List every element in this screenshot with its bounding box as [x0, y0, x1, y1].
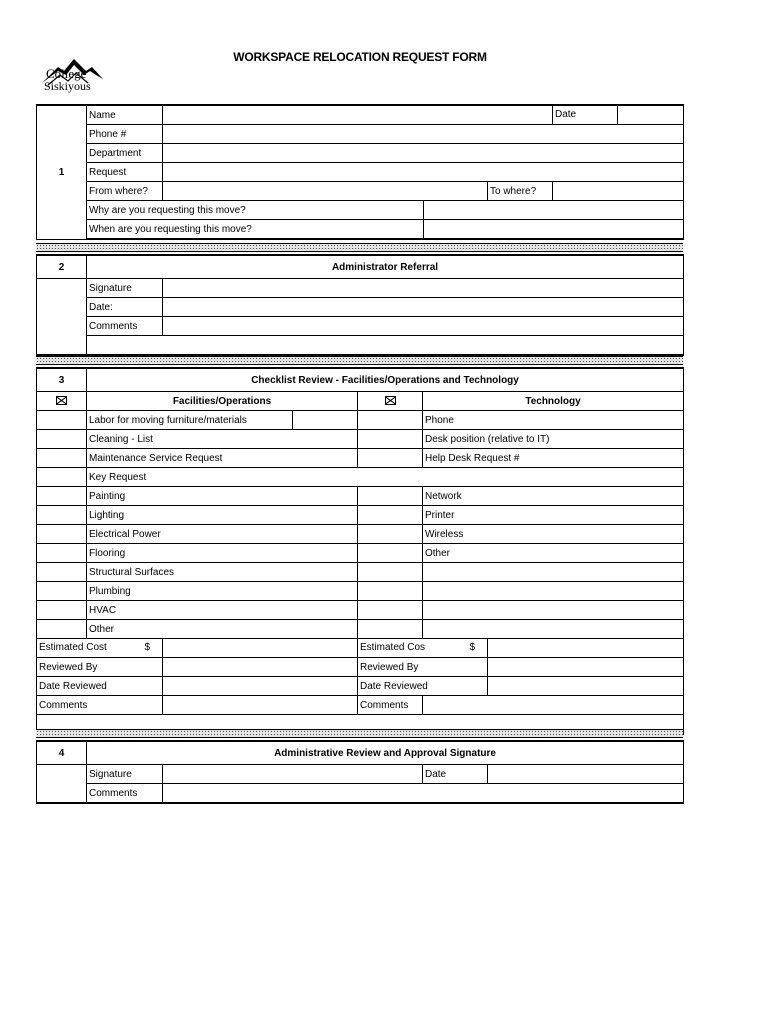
section-separator [36, 356, 683, 365]
facilities-item-label: Key Request [87, 468, 684, 487]
technology-checkbox[interactable] [358, 506, 423, 525]
reviewed-by-technology-field[interactable] [488, 658, 684, 677]
comments-field[interactable] [163, 317, 684, 336]
form-title: WORKSPACE RELOCATION REQUEST FORM [233, 50, 487, 64]
facilities-item-detail-field[interactable] [293, 411, 358, 430]
comments-field[interactable] [163, 784, 684, 804]
to-where-field[interactable] [553, 182, 684, 201]
dollar-sign: $ [469, 642, 475, 653]
date-reviewed-facilities-field[interactable] [163, 677, 358, 696]
approval-date-field[interactable] [488, 765, 684, 784]
section-header: Checklist Review - Facilities/Operations and Technology [87, 368, 684, 392]
facilities-item-label: Structural Surfaces [87, 563, 358, 582]
facilities-checkbox[interactable] [37, 487, 87, 506]
request-field[interactable] [163, 163, 684, 182]
section-separator [36, 243, 683, 252]
comments-facilities-field[interactable] [163, 696, 358, 715]
logo-text-college: College [46, 66, 87, 81]
technology-item-label: Phone [423, 411, 684, 430]
section-number: 3 [37, 368, 87, 392]
comments-label: Comments [87, 784, 163, 804]
technology-item-label [423, 582, 684, 601]
signature-field[interactable] [163, 279, 684, 298]
technology-checkbox[interactable] [358, 411, 423, 430]
technology-checkbox[interactable] [358, 544, 423, 563]
estimated-cost-label: Estimated Cost [39, 642, 107, 653]
section-3-checklist-review [36, 367, 683, 735]
technology-checkbox[interactable] [358, 525, 423, 544]
comments-label: Comments [37, 696, 163, 715]
technology-item-label: Wireless [423, 525, 684, 544]
phone-label: Phone # [87, 125, 163, 144]
facilities-checkbox-header [37, 392, 87, 411]
facilities-checkbox[interactable] [37, 468, 87, 487]
technology-item-label [423, 620, 684, 639]
facilities-checkbox[interactable] [37, 544, 87, 563]
facilities-item-label: Lighting [87, 506, 358, 525]
technology-item-label [423, 601, 684, 620]
facilities-header: Facilities/Operations [87, 392, 358, 411]
facilities-checkbox[interactable] [37, 582, 87, 601]
section-number: 1 [37, 105, 87, 239]
technology-item-label: Desk position (relative to IT) [423, 430, 684, 449]
technology-header: Technology [423, 392, 684, 411]
comments-field-continued[interactable] [87, 336, 684, 356]
facilities-checkbox[interactable] [37, 411, 87, 430]
logo-text-siskiyous: Siskiyous [44, 79, 91, 93]
section-number: 2 [37, 255, 87, 279]
technology-checkbox[interactable] [358, 449, 423, 468]
why-field[interactable] [424, 201, 684, 220]
facilities-checkbox[interactable] [37, 430, 87, 449]
technology-checkbox-header [358, 392, 423, 411]
section-number: 4 [37, 741, 87, 765]
facilities-checkbox[interactable] [37, 601, 87, 620]
technology-item-label: Printer [423, 506, 684, 525]
facilities-item-label: Other [87, 620, 358, 639]
technology-checkbox[interactable] [358, 430, 423, 449]
facilities-checkbox[interactable] [37, 525, 87, 544]
name-field[interactable] [163, 105, 553, 125]
facilities-checkbox[interactable] [37, 620, 87, 639]
dollar-sign: $ [144, 642, 150, 653]
facilities-item-label: Flooring [87, 544, 358, 563]
facilities-item-label: Electrical Power [87, 525, 358, 544]
technology-item-label: Other [423, 544, 684, 563]
referral-date-label: Date: [87, 298, 163, 317]
to-where-label: To where? [488, 182, 553, 201]
technology-item-label: Network [423, 487, 684, 506]
facilities-item-label: Plumbing [87, 582, 358, 601]
referral-date-field[interactable] [163, 298, 684, 317]
estimated-cost-label: Estimated Cos [360, 642, 426, 653]
checkbox-x-icon [56, 396, 67, 405]
technology-checkbox[interactable] [358, 487, 423, 506]
facilities-checkbox[interactable] [37, 506, 87, 525]
technology-item-label: Help Desk Request # [423, 449, 684, 468]
technology-checkbox[interactable] [358, 601, 423, 620]
section-1-requester-info [36, 104, 683, 240]
phone-field[interactable] [163, 125, 684, 144]
date-label: Date [553, 106, 618, 124]
estimated-cost-facilities-field[interactable] [163, 639, 358, 658]
section-header: Administrative Review and Approval Signature [87, 741, 684, 765]
facilities-item-label: HVAC [87, 601, 358, 620]
from-where-field[interactable] [163, 182, 488, 201]
facilities-item-label: Maintenance Service Request [87, 449, 358, 468]
technology-checkbox[interactable] [358, 563, 423, 582]
date-field[interactable] [618, 106, 683, 124]
approval-date-label: Date [423, 765, 488, 784]
date-reviewed-label: Date Reviewed [37, 677, 163, 696]
facilities-checkbox[interactable] [37, 449, 87, 468]
when-label: When are you requesting this move? [87, 220, 424, 240]
date-reviewed-technology-field[interactable] [488, 677, 684, 696]
comments-technology-field[interactable] [423, 696, 684, 715]
comments-label: Comments [87, 317, 163, 336]
section-separator [36, 729, 683, 738]
when-field[interactable] [424, 220, 684, 240]
signature-label: Signature [87, 765, 163, 784]
checkbox-x-icon [385, 396, 396, 405]
facilities-item-label: Labor for moving furniture/materials [87, 411, 293, 430]
estimated-cost-technology-field[interactable] [488, 639, 684, 658]
facilities-item-label: Cleaning - List [87, 430, 358, 449]
technology-checkbox[interactable] [358, 582, 423, 601]
facilities-checkbox[interactable] [37, 563, 87, 582]
comments-label: Comments [358, 696, 423, 715]
technology-checkbox[interactable] [358, 620, 423, 639]
from-where-label: From where? [87, 182, 163, 201]
section-4-approval-signature [36, 740, 683, 804]
reviewed-by-facilities-field[interactable] [163, 658, 358, 677]
reviewed-by-label: Reviewed By [37, 658, 163, 677]
reviewed-by-label: Reviewed By [358, 658, 488, 677]
request-label: Request [87, 163, 163, 182]
department-label: Department [87, 144, 163, 163]
department-field[interactable] [163, 144, 684, 163]
facilities-item-label: Painting [87, 487, 358, 506]
name-label: Name [87, 105, 163, 125]
signature-label: Signature [87, 279, 163, 298]
date-reviewed-label: Date Reviewed [358, 677, 488, 696]
section-2-administrator-referral [36, 254, 683, 356]
section-header: Administrator Referral [87, 255, 684, 279]
technology-item-label [423, 563, 684, 582]
signature-field[interactable] [163, 765, 423, 784]
why-label: Why are you requesting this move? [87, 201, 424, 220]
